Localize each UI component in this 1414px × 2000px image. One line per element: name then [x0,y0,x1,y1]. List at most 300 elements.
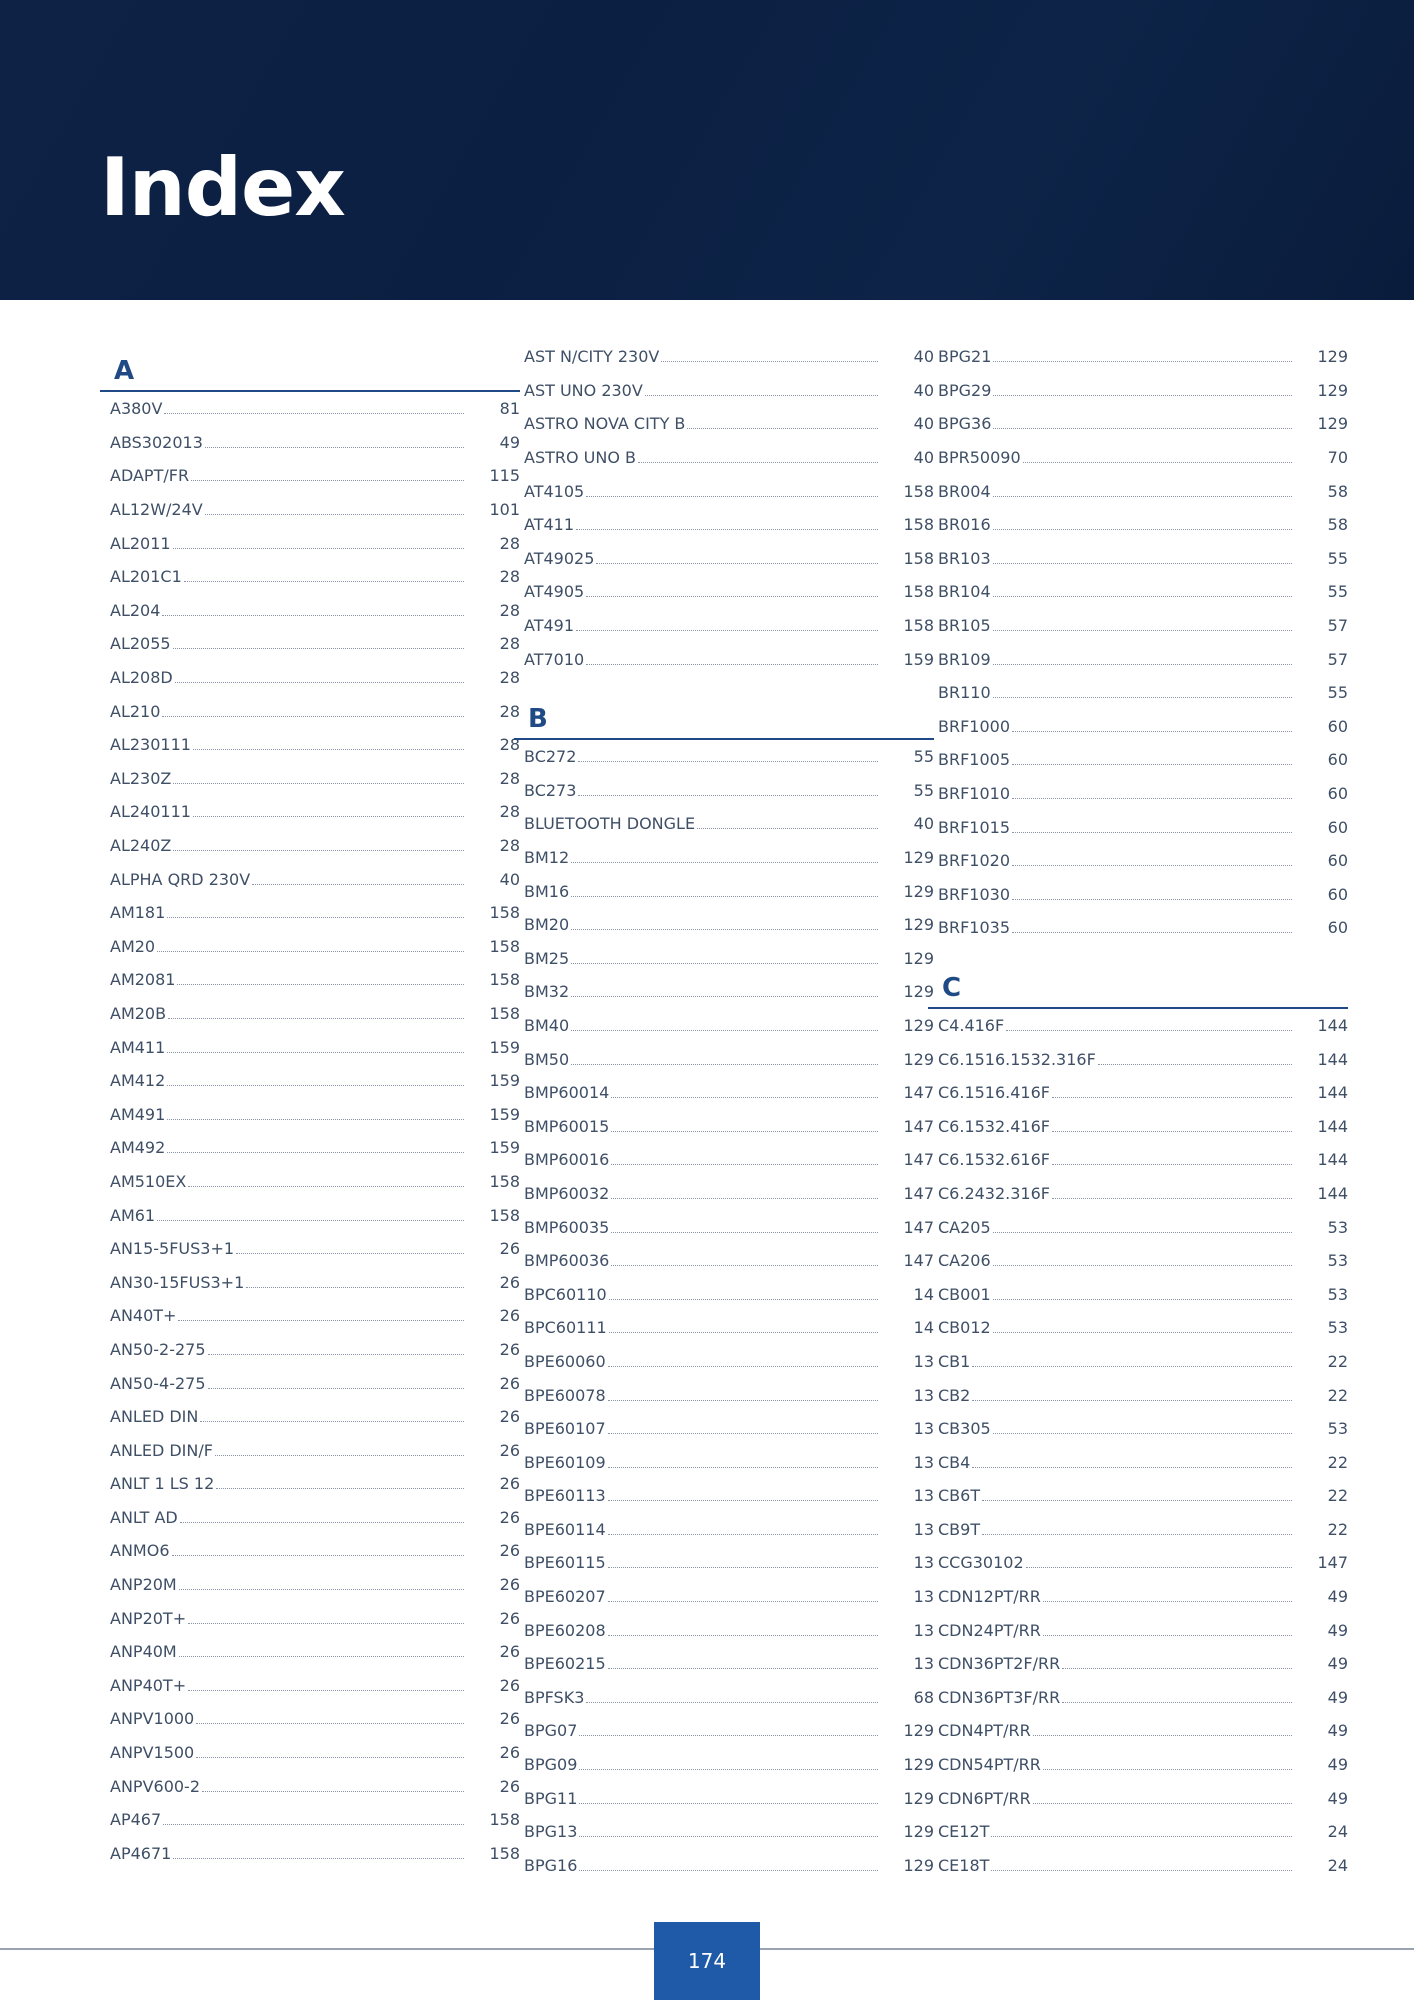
entry-term: AN50-4-275 [110,1373,206,1393]
index-entry [514,1109,934,1143]
index-entry [928,1177,1348,1211]
entry-term: AL208D [110,668,173,688]
index-entry [514,474,934,508]
entry-page: 158 [489,1810,520,1830]
dot-leader [1033,1803,1292,1804]
dot-leader [993,529,1292,530]
entry-term: A380V [110,399,163,419]
entry-term: BR016 [938,515,991,535]
dot-leader [608,1534,878,1535]
entry-page: 26 [499,1575,520,1595]
dot-leader [205,447,464,448]
index-entry [100,1433,520,1467]
dot-leader [216,1488,464,1489]
entry-term: ANP40T+ [110,1675,187,1695]
entry-term: BPG11 [524,1788,578,1808]
entry-term: AM491 [110,1104,166,1124]
entry-term: ANPV1500 [110,1743,195,1763]
entry-term: ANLED DIN [110,1407,199,1427]
entry-term: BPE60207 [524,1587,606,1607]
entry-term: BMP60014 [524,1083,610,1103]
index-entry [928,1277,1348,1311]
entry-page: 159 [489,1138,520,1158]
entry-page: 28 [499,836,520,856]
entry-term: AT491 [524,616,575,636]
entry-page: 26 [499,1440,520,1460]
entry-page: 49 [1327,1721,1348,1741]
entry-page: 144 [1317,1150,1348,1170]
entry-term: C6.2432.316F [938,1183,1050,1203]
dot-leader [596,563,878,564]
entry-term: CDN12PT/RR [938,1587,1041,1607]
index-entry [100,1299,520,1333]
index-entry [928,1580,1348,1614]
index-entry [928,1445,1348,1479]
dot-leader [202,1791,464,1792]
dot-leader [173,850,464,851]
index-entry [928,575,1348,609]
entry-page: 26 [499,1743,520,1763]
entry-term: BPG36 [938,414,992,434]
entry-page: 14 [913,1318,934,1338]
dot-leader [1012,764,1292,765]
dot-leader [608,1567,878,1568]
entry-term: AL240Z [110,836,172,856]
dot-leader [608,1366,878,1367]
entry-term: CE18T [938,1855,990,1875]
index-entry [514,908,934,942]
entry-term: AL230Z [110,768,172,788]
index-entry [100,392,520,426]
entry-page: 129 [903,881,934,901]
index-entry [100,997,520,1031]
entry-page: 26 [499,1709,520,1729]
index-entry [100,930,520,964]
entry-term: BPG29 [938,380,992,400]
entry-term: ANP20M [110,1575,177,1595]
entry-page: 147 [903,1217,934,1237]
entry-term: BRF1035 [938,918,1011,938]
entry-page: 60 [1327,817,1348,837]
entry-page: 40 [499,869,520,889]
dot-leader [179,1589,464,1590]
entry-page: 129 [903,848,934,868]
entry-page: 53 [1327,1318,1348,1338]
index-entry [514,1042,934,1076]
entry-term: BM16 [524,881,570,901]
dot-leader [645,395,878,396]
entry-page: 147 [1317,1553,1348,1573]
entry-page: 55 [1327,683,1348,703]
entry-page: 28 [499,668,520,688]
entry-page: 60 [1327,784,1348,804]
index-entry [100,1803,520,1837]
dot-leader [611,1131,878,1132]
index-entry [928,1748,1348,1782]
index-entry [100,1333,520,1367]
dot-leader [193,749,464,750]
entry-term: AM20B [110,1003,167,1023]
index-entry [100,1501,520,1535]
dot-leader [1043,1635,1292,1636]
index-entry [928,911,1348,945]
entry-page: 49 [1327,1654,1348,1674]
index-entry [514,575,934,609]
index-entry [100,963,520,997]
entry-term: BRF1005 [938,750,1011,770]
entry-page: 158 [489,1003,520,1023]
entry-term: CDN24PT/RR [938,1620,1041,1640]
dot-leader [252,884,464,885]
entry-term: BR004 [938,481,991,501]
index-entry [100,1736,520,1770]
dot-leader [586,496,878,497]
entry-term: BRF1015 [938,817,1011,837]
entry-term: BPG09 [524,1755,578,1775]
entry-page: 129 [903,1755,934,1775]
entry-page: 13 [913,1620,934,1640]
entry-term: C6.1516.416F [938,1083,1050,1103]
page-title: Index [100,141,345,234]
entry-term: AT49025 [524,548,595,568]
entry-term: BR109 [938,649,991,669]
index-entry [514,975,934,1009]
dot-leader [661,361,878,362]
dot-leader [586,596,878,597]
dot-leader [571,1064,878,1065]
index-entry [514,1546,934,1580]
entry-page: 26 [499,1474,520,1494]
index-entry [928,1479,1348,1513]
dot-leader [157,951,464,952]
entry-term: BPFSK3 [524,1687,585,1707]
dot-leader [991,1870,1292,1871]
index-entry [928,407,1348,441]
entry-term: BPE60115 [524,1553,606,1573]
dot-leader [611,1097,878,1098]
dot-leader [571,896,878,897]
index-entry [100,1400,520,1434]
dot-leader [608,1400,878,1401]
dot-leader [608,1433,878,1434]
section-letter: B [528,703,548,734]
entry-page: 13 [913,1486,934,1506]
entry-page: 129 [903,1855,934,1875]
entry-page: 158 [489,1205,520,1225]
dot-leader [993,596,1292,597]
entry-page: 144 [1317,1083,1348,1103]
entry-page: 40 [913,814,934,834]
index-entry [928,1412,1348,1446]
entry-term: CB1 [938,1351,971,1371]
dot-leader [1012,731,1292,732]
entry-page: 22 [1327,1486,1348,1506]
entry-term: BPG07 [524,1721,578,1741]
entry-term: BM20 [524,915,570,935]
dot-leader [571,1030,878,1031]
entry-term: AM20 [110,936,156,956]
entry-term: AM492 [110,1138,166,1158]
dot-leader [1052,1097,1292,1098]
entry-term: BR104 [938,582,991,602]
entry-page: 26 [499,1306,520,1326]
dot-leader [611,1164,878,1165]
dot-leader [609,1299,878,1300]
entry-page: 26 [499,1239,520,1259]
index-entry [928,1781,1348,1815]
dot-leader [1052,1164,1292,1165]
index-entry [514,1513,934,1547]
dot-leader [215,1455,464,1456]
index-entry [928,1345,1348,1379]
entry-term: BPE60060 [524,1351,606,1371]
index-entry [514,874,934,908]
entry-page: 49 [1327,1788,1348,1808]
entry-term: AM61 [110,1205,156,1225]
dot-leader [571,929,878,930]
entry-term: CB2 [938,1385,971,1405]
entry-term: BRF1030 [938,884,1011,904]
index-entry [514,1143,934,1177]
index-entry [100,1131,520,1165]
entry-page: 60 [1327,716,1348,736]
index-entry [928,542,1348,576]
entry-term: CE12T [938,1822,990,1842]
entry-term: BM32 [524,982,570,1002]
index-entry [928,441,1348,475]
entry-term: AL201C1 [110,567,182,587]
entry-page: 28 [499,634,520,654]
entry-term: AP467 [110,1810,162,1830]
dot-leader [972,1366,1292,1367]
entry-term: CA205 [938,1217,991,1237]
dot-leader [188,1186,464,1187]
section-header [928,945,1348,1009]
dot-leader [991,1836,1292,1837]
index-entry [928,844,1348,878]
dot-leader [611,1198,878,1199]
entry-term: AT411 [524,515,575,535]
dot-leader [687,428,878,429]
index-entry [928,1143,1348,1177]
index-entry [100,862,520,896]
entry-term: AN40T+ [110,1306,177,1326]
entry-page: 28 [499,768,520,788]
dot-leader [982,1534,1292,1535]
entry-page: 40 [913,347,934,367]
entry-page: 26 [499,1407,520,1427]
dot-leader [246,1287,464,1288]
entry-term: AST N/CITY 230V [524,347,660,367]
dot-leader [608,1500,878,1501]
dot-leader [993,395,1292,396]
entry-page: 28 [499,567,520,587]
index-entry [514,374,934,408]
entry-page: 26 [499,1608,520,1628]
dot-leader [167,1152,464,1153]
index-entry [514,1378,934,1412]
page-number-box [654,1922,760,2000]
dot-leader [173,648,464,649]
entry-term: CDN4PT/RR [938,1721,1031,1741]
dot-leader [972,1467,1292,1468]
dot-leader [579,1836,878,1837]
dot-leader [972,1400,1292,1401]
index-entry [100,1165,520,1199]
entry-term: CDN6PT/RR [938,1788,1031,1808]
entry-term: ANPV1000 [110,1709,195,1729]
dot-leader [1052,1131,1292,1132]
entry-page: 60 [1327,750,1348,770]
index-entry [100,627,520,661]
entry-page: 129 [903,1788,934,1808]
entry-term: ADAPT/FR [110,466,190,486]
dot-leader [191,480,464,481]
entry-page: 129 [903,1015,934,1035]
entry-term: AT4905 [524,582,585,602]
index-entry [514,1647,934,1681]
entry-term: ANP40M [110,1642,177,1662]
index-entry [100,1366,520,1400]
index-entry [100,1534,520,1568]
dot-leader [993,1265,1292,1266]
index-entry [100,829,520,863]
index-entry [928,1849,1348,1883]
dot-leader [196,1757,464,1758]
entry-page: 53 [1327,1251,1348,1271]
entry-term: BPE60078 [524,1385,606,1405]
entry-term: BM25 [524,948,570,968]
index-entry [514,407,934,441]
entry-page: 53 [1327,1217,1348,1237]
entry-term: C6.1516.1532.316F [938,1049,1096,1069]
index-entry [514,340,934,374]
index-entry [514,441,934,475]
entry-term: ANMO6 [110,1541,170,1561]
entry-term: BPR50090 [938,448,1021,468]
entry-page: 144 [1317,1049,1348,1069]
entry-term: CDN36PT2F/RR [938,1654,1061,1674]
entry-page: 22 [1327,1385,1348,1405]
index-entry [100,1769,520,1803]
dot-leader [179,1656,464,1657]
entry-page: 158 [489,970,520,990]
dot-leader [697,828,878,829]
index-entry [100,1568,520,1602]
entry-term: C6.1532.416F [938,1116,1050,1136]
entry-page: 158 [489,1171,520,1191]
entry-page: 158 [489,1843,520,1863]
entry-term: AT7010 [524,649,585,669]
entry-term: BPC60111 [524,1318,607,1338]
index-entry [100,1097,520,1131]
dot-leader [184,581,464,582]
entry-term: ANLT 1 LS 12 [110,1474,215,1494]
entry-term: BRF1020 [938,851,1011,871]
dot-leader [1043,1601,1292,1602]
dot-leader [576,630,878,631]
dot-leader [1012,865,1292,866]
entry-page: 26 [499,1776,520,1796]
index-entry [928,743,1348,777]
index-entry [100,795,520,829]
entry-term: BC272 [524,747,577,767]
index-entry [928,878,1348,912]
header-banner [0,0,1414,300]
entry-page: 55 [913,780,934,800]
entry-page: 147 [903,1083,934,1103]
index-entry [100,1232,520,1266]
dot-leader [982,1500,1292,1501]
entry-term: CDN36PT3F/RR [938,1687,1061,1707]
index-entry [514,1445,934,1479]
index-entry [100,1669,520,1703]
index-entry [514,1815,934,1849]
index-entry [928,1613,1348,1647]
index-entry [928,1244,1348,1278]
index-column-2 [514,340,934,1882]
entry-page: 129 [903,948,934,968]
dot-leader [173,783,464,784]
index-entry [514,1412,934,1446]
entry-page: 49 [499,432,520,452]
entry-page: 13 [913,1654,934,1674]
index-entry [928,474,1348,508]
dot-leader [163,1824,464,1825]
index-entry [514,774,934,808]
dot-leader [177,984,464,985]
entry-page: 28 [499,533,520,553]
index-entry [514,1277,934,1311]
entry-term: BC273 [524,780,577,800]
entry-page: 147 [903,1116,934,1136]
entry-term: BMP60015 [524,1116,610,1136]
entry-term: AM181 [110,903,166,923]
dot-leader [993,664,1292,665]
dot-leader [205,514,464,515]
index-entry [514,1849,934,1883]
dot-leader [162,615,464,616]
entry-term: BR110 [938,683,991,703]
entry-page: 101 [489,500,520,520]
entry-term: ANLT AD [110,1507,178,1527]
index-entry [514,1613,934,1647]
entry-page: 158 [903,481,934,501]
index-entry [100,1265,520,1299]
dot-leader [1098,1064,1292,1065]
index-entry [100,1702,520,1736]
entry-term: BRF1000 [938,716,1011,736]
index-entry [928,1311,1348,1345]
entry-page: 158 [489,903,520,923]
entry-page: 129 [903,1049,934,1069]
entry-term: BPE60109 [524,1452,606,1472]
index-entry [928,609,1348,643]
entry-page: 129 [1317,414,1348,434]
entry-term: BR103 [938,548,991,568]
entry-page: 49 [1327,1687,1348,1707]
index-entry [514,740,934,774]
dot-leader [1033,1735,1292,1736]
dot-leader [578,795,878,796]
entry-page: 40 [913,448,934,468]
index-entry [100,728,520,762]
index-entry [928,777,1348,811]
entry-page: 55 [913,747,934,767]
index-entry [928,1009,1348,1043]
entry-page: 57 [1327,649,1348,669]
dot-leader [164,413,464,414]
